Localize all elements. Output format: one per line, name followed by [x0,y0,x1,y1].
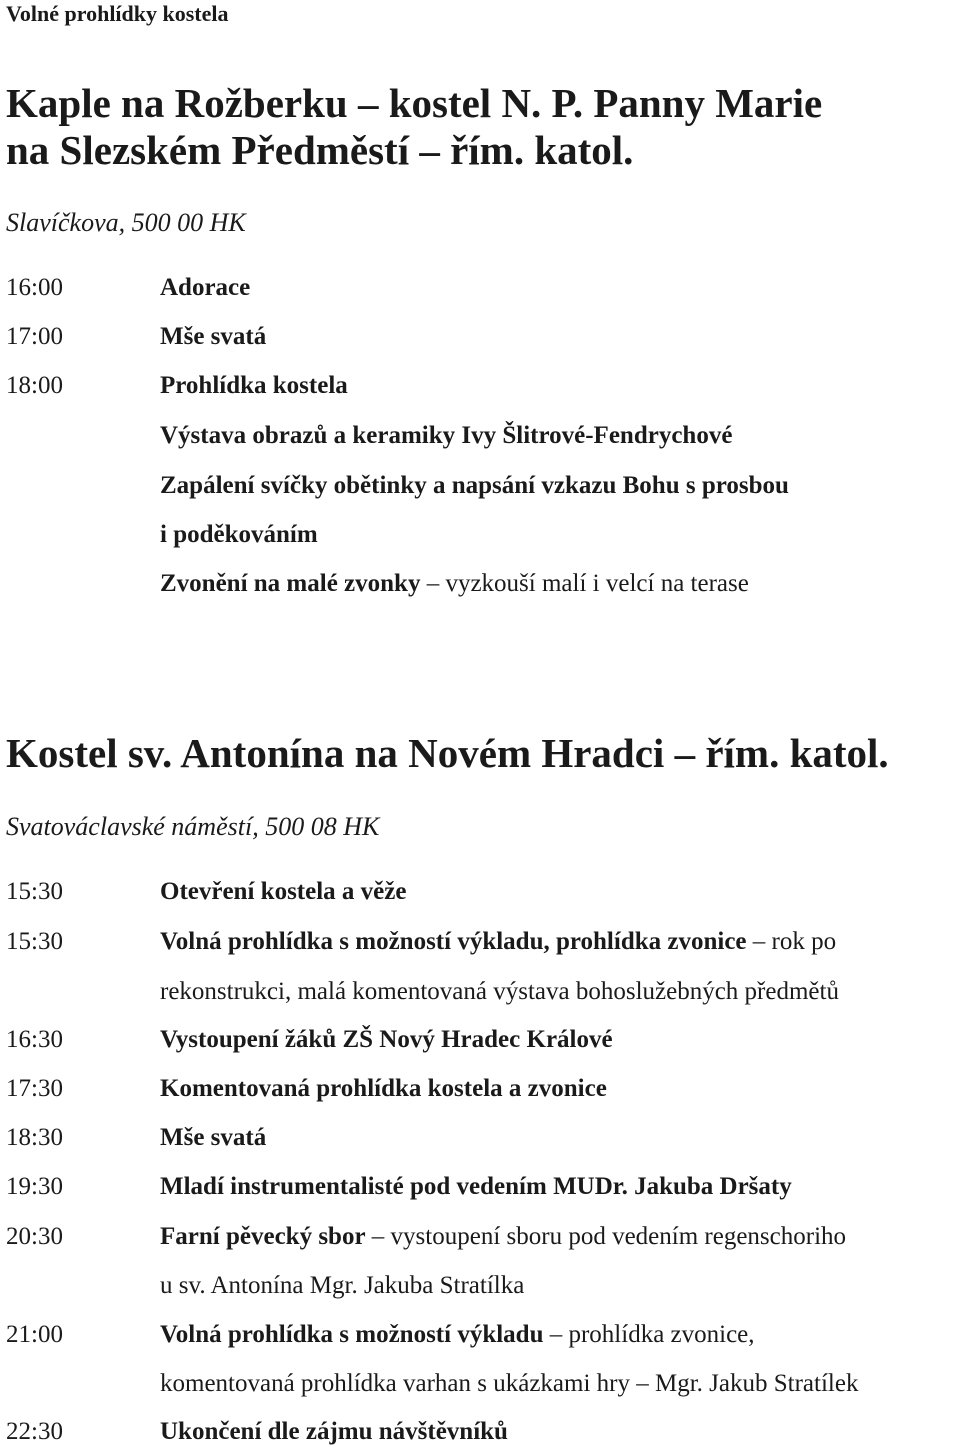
schedule-time: 15:30 [6,878,63,905]
church-1-address: Slavíčkova, 500 00 HK [6,208,246,237]
event-detail: rekonstrukci, malá komentovaná výstava bohoslužebných předmětů [160,978,839,1005]
event-title: Vystoupení žáků ZŠ Nový Hradec Králové [160,1026,613,1053]
event-title: Volná prohlídka s možností výkladu [160,1321,544,1348]
event-detail: – vystoupení sboru pod vedením regenschoriho [365,1223,847,1250]
schedule-time: 19:30 [6,1173,63,1200]
schedule-event [160,322,266,352]
schedule-event [160,1074,607,1104]
schedule-time: 17:00 [6,323,63,350]
schedule-time: 21:00 [6,1321,63,1348]
schedule-time: 20:30 [6,1223,63,1250]
schedule-event [160,1320,755,1350]
event-title: i poděkováním [160,521,318,548]
schedule-event [160,1222,846,1252]
event-title: Otevření kostela a věže [160,878,407,905]
schedule-event [160,1172,792,1202]
church-2-title: Kostel sv. Antonína na Novém Hradci – řím. katol. [6,730,889,776]
schedule-event [160,1123,266,1153]
church-1-title-line-1: Kaple na Rožberku – kostel N. P. Panny Marie [6,80,823,126]
schedule-event [160,421,732,451]
event-title: Mladí instrumentalisté pod vedením MUDr. Jakuba Dršaty [160,1173,792,1200]
church-1-title-line-2: na Slezském Předměstí – řím. katol. [6,127,634,173]
schedule-time: 18:30 [6,1124,63,1151]
event-title: Výstava obrazů a keramiky Ivy Šlitrové-Fendrychové [160,422,733,449]
church-2-address: Svatováclavské náměstí, 500 08 HK [6,812,380,841]
event-title: Adorace [160,274,251,301]
schedule-event [160,1369,858,1399]
event-detail: – vyzkouší malí i velcí na terase [420,570,749,597]
schedule-time: 18:00 [6,372,63,399]
event-title: Komentovaná prohlídka kostela a zvonice [160,1075,607,1102]
page-header: Volné prohlídky kostela [6,1,229,26]
schedule-event [160,927,836,957]
event-title: Prohlídka kostela [160,372,348,399]
event-title: Ukončení dle zájmu návštěvníků [160,1418,508,1445]
schedule-time: 16:30 [6,1026,63,1053]
schedule-event [160,273,250,303]
schedule-event [160,371,348,401]
schedule-event [160,471,789,501]
event-title: Mše svatá [160,1124,267,1151]
schedule-time: 16:00 [6,274,63,301]
schedule-event [160,877,406,907]
schedule-time: 17:30 [6,1075,63,1102]
event-detail: – rok po [746,928,837,955]
schedule-time: 22:30 [6,1418,63,1445]
schedule-event [160,977,839,1007]
event-title: Farní pěvecký sbor [160,1223,366,1250]
event-title: Volná prohlídka s možností výkladu, prohlídka zvonice [160,928,747,955]
schedule-event [160,1271,524,1301]
event-detail: u sv. Antonína Mgr. Jakuba Stratílka [160,1272,525,1299]
event-detail: komentovaná prohlídka varhan s ukázkami hry – Mgr. Jakub Stratílek [160,1370,859,1397]
event-title: Zapálení svíčky obětinky a napsání vzkazu Bohu s prosbou [160,472,789,499]
schedule-event [160,520,318,550]
schedule-event [160,1417,508,1447]
event-title: Zvonění na malé zvonky [160,570,421,597]
schedule-time: 15:30 [6,928,63,955]
event-detail: – prohlídka zvonice, [543,1321,755,1348]
schedule-event [160,1025,613,1055]
event-title: Mše svatá [160,323,267,350]
schedule-event [160,569,749,599]
